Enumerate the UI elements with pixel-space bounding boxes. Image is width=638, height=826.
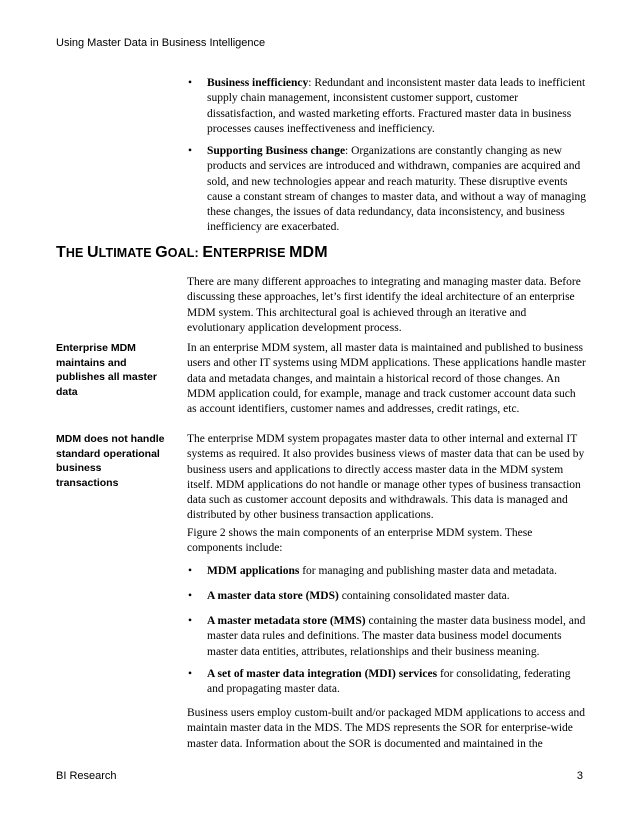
bullet-marker: • [188,565,193,577]
component-mdm-applications [187,564,587,579]
component-master-metadata-store [187,614,587,660]
bullet-marker: • [188,590,193,602]
paragraph-enterprise-mdm [187,341,587,417]
component-mdi-services [187,667,587,698]
paragraph-text: There are many different approaches to integrating and managing master data. Before discussing these approaches, let’s first identify the ideal architecture of an enterprise MDM system. This architectural goal is achieved through an iterative and evolutionary application development process. [187,276,581,334]
bullet-text: containing consolidated master data. [338,590,510,602]
component-master-data-store [187,589,587,604]
paragraph-text: Business users employ custom-built and/or packaged MDM applications to access and maintain master data in the MDS. The MDS represents the SOR for enterprise-wide master data. Information about the SOR is documented and maintained in the [187,707,585,750]
bullet-text: for consolidating, federating and propagating master data. [207,668,571,696]
bullet-text: for managing and publishing master data and metadata. [299,565,558,577]
footer-left: BI Research [56,770,117,782]
bullet-marker: • [188,615,193,627]
paragraph-business-users [187,706,587,752]
bullet-term: A set of master data integration (MDI) services [207,668,438,680]
intro-paragraph [187,275,587,336]
paragraph-text: The enterprise MDM system propagates master data to other internal and external IT systems as required. It also provides business views of master data that can be used by business users and applications to directly access master data in the MDM system itself. MDM applications do not handle or manage other types of business transaction data such as customer account deposits and withdrawals. This data is managed and distributed by other business transaction applications. [187,433,585,522]
paragraph-text: In an enterprise MDM system, all master data is maintained and published to business users and other IT systems using MDM applications. These applications handle master data and metadata changes, and maintain a historical record of those changes. An MDM application could, for example, manage and track customer account data such as account identifiers, customer names and addresses, credit ratings, etc. [187,342,586,416]
bullet-marker: • [188,145,193,157]
margin-note-operational-transactions: MDM does not handle standard operational business transactions [56,433,165,489]
bullet-term: A master data store (MDS) [207,590,339,602]
bullet-marker: • [188,77,193,89]
page-number: 3 [576,770,583,782]
running-header: Using Master Data in Business Intelligence [56,37,266,49]
bullet-text: : Organizations are constantly changing as new products and services are introduced and withdrawn, companies are acquired and sold, and new technologies appear and reach maturity. These disruptive events cause a constant stream of changes to master data, and without a way of managing these changes, the issues of data redundancy, data inconsistency, and business inefficiency are exacerbated. [207,145,587,234]
bullet-term: A master metadata store (MMS) [207,615,366,627]
section-heading: THE ULTIMATE GOAL: ENTERPRISE MDM [56,244,328,261]
paragraph-figure-reference [187,526,587,557]
paragraph-text: Figure 2 shows the main components of an enterprise MDM system. These components include: [187,527,533,555]
paragraph-propagation [187,432,587,524]
bullet-business-inefficiency [187,76,587,137]
bullet-term: Supporting Business change [207,145,346,157]
bullet-term: MDM applications [207,565,300,577]
bullet-marker: • [188,668,193,680]
margin-note-enterprise-mdm: Enterprise MDM maintains and publishes all master data [56,342,157,398]
bullet-text: : Redundant and inconsistent master data leads to inefficient supply chain management, inconsistent customer support, customer dissatisfaction, and wasted marketing efforts. Fractured master data in business processes causes ineffectiveness and inefficiency. [207,77,586,135]
bullet-term: Business inefficiency [207,77,309,89]
bullet-text: containing the master data business model, and master data rules and definitions. The master data business model documents master data entities, attributes, relationships and their business meaning. [207,615,586,658]
bullet-supporting-business-change [187,144,587,236]
